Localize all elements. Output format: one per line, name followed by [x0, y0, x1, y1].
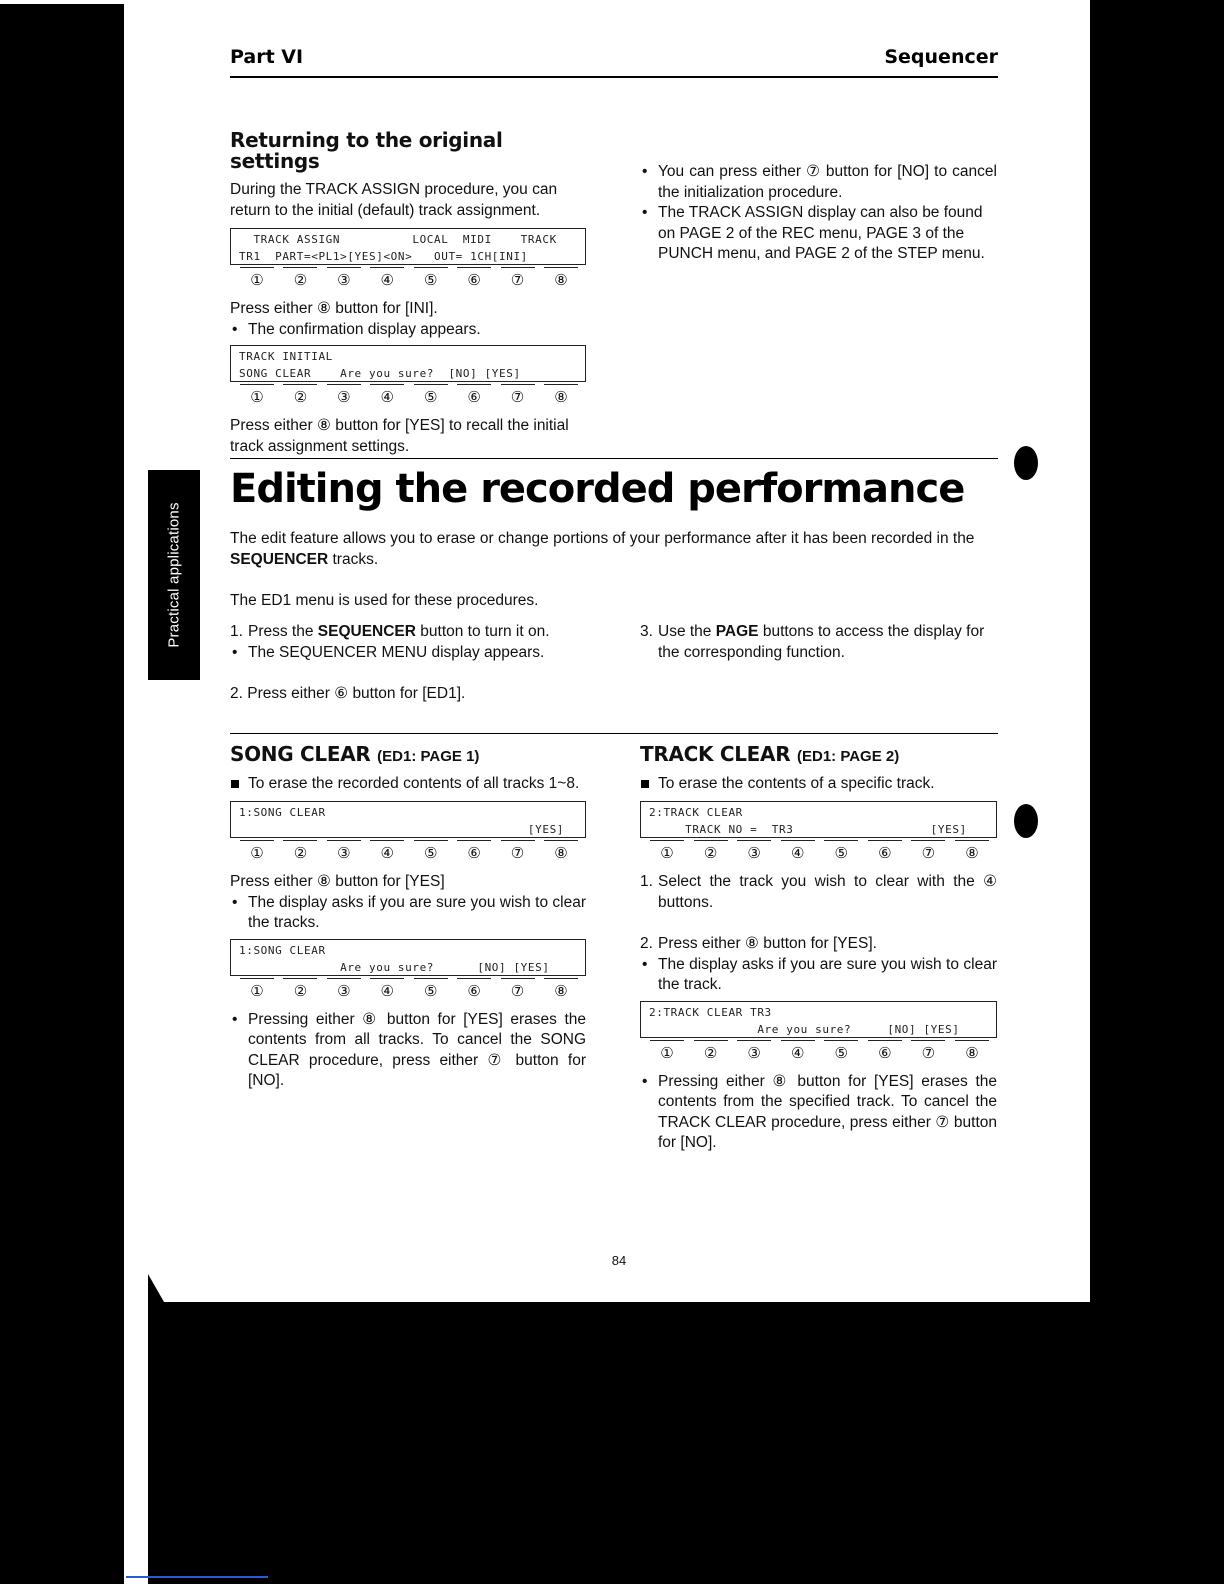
button-2-label: ②	[694, 838, 728, 863]
intro-text-b: tracks.	[328, 550, 379, 568]
button-row	[230, 976, 586, 1001]
returning-left-column	[230, 130, 586, 457]
button-7-label: ⑦	[501, 382, 535, 407]
step-number: 3.	[640, 623, 653, 640]
button-2-label: ②	[283, 382, 317, 407]
track-clear-asks: • The display asks if you are sure you wish to clear the track.	[640, 955, 997, 996]
editing-intro	[230, 529, 1000, 570]
button-6-label: ⑥	[457, 976, 491, 1001]
button-2-label: ②	[283, 265, 317, 290]
button-6-label: ⑥	[868, 838, 902, 863]
intro-text-a: The edit feature allows you to erase or change portions of your performance after it has been recorded in the	[230, 530, 975, 547]
button-6-label: ⑥	[868, 1038, 902, 1063]
editing-intro-block	[230, 529, 1000, 612]
lcd-line: TR1 PART=<PL1>[YES]<ON> OUT= 1CH[INI]	[239, 250, 528, 263]
lcd-line: 1:SONG CLEAR	[239, 943, 326, 957]
song-clear-asks: • The display asks if you are sure you wish to clear the tracks.	[230, 893, 586, 934]
editing-title: Editing the recorded performance	[230, 466, 965, 512]
song-clear-page: (ED1: PAGE 1)	[377, 748, 480, 765]
step-text-a: Press the	[248, 623, 318, 640]
editing-steps-left	[230, 622, 586, 705]
header-section: Sequencer	[884, 46, 998, 68]
lcd-line: 1:SONG CLEAR	[239, 806, 326, 819]
bullet-cancel-no: • You can press either ⑦ button for [NO] to cancel the initialization procedure.	[640, 162, 997, 203]
step-number: 2.	[640, 935, 653, 952]
track-clear-step-1	[640, 872, 997, 913]
section-rule-bottom	[230, 733, 998, 734]
press-yes: Press either ⑧ button for [YES] to recall the initial track assignment settings.	[230, 417, 569, 455]
returning-intro: During the TRACK ASSIGN procedure, you can return to the initial (default) track assignment.	[230, 181, 558, 219]
manual-page	[148, 0, 1090, 1302]
button-4-label: ④	[370, 976, 404, 1001]
lcd-line: SONG CLEAR Are you sure? [NO] [YES]	[239, 367, 521, 380]
button-1-label: ①	[240, 265, 274, 290]
button-4-label: ④	[370, 265, 404, 290]
step-number: 1.	[640, 873, 653, 890]
lcd-line: TRACK INITIAL	[239, 350, 333, 363]
button-row	[230, 382, 586, 407]
header-part: Part VI	[230, 46, 304, 68]
button-3-label: ③	[737, 1038, 771, 1063]
button-8-label: ⑧	[955, 1038, 989, 1063]
lcd-song-clear-confirm	[230, 939, 586, 976]
header-rule	[230, 76, 998, 78]
lcd-line: TRACK ASSIGN LOCAL MIDI TRACK	[239, 233, 557, 246]
track-clear-column	[640, 744, 997, 1154]
button-row	[640, 1038, 997, 1063]
button-8-label: ⑧	[544, 382, 578, 407]
button-row	[230, 265, 586, 290]
song-clear-purpose: To erase the recorded contents of all tracks 1~8.	[230, 774, 586, 795]
track-clear-heading	[640, 744, 997, 768]
button-6-label: ⑥	[457, 838, 491, 863]
returning-title: Returning to the original settings	[230, 128, 503, 173]
step-2: 2. Press either ⑥ button for [ED1].	[230, 685, 466, 702]
step-1-bullet: • The SEQUENCER MENU display appears.	[230, 643, 586, 664]
track-clear-title: TRACK CLEAR	[640, 742, 791, 766]
button-4-label: ④	[781, 1038, 815, 1063]
step-text: Select the track you wish to clear with the ④ buttons.	[658, 873, 997, 911]
lcd-track-clear-confirm	[640, 1001, 997, 1038]
button-5-label: ⑤	[414, 265, 448, 290]
ed1-menu: The ED1 menu is used for these procedures.	[230, 592, 539, 609]
button-3-label: ③	[327, 382, 361, 407]
button-2-label: ②	[283, 838, 317, 863]
side-tab	[148, 470, 200, 680]
button-4-label: ④	[370, 382, 404, 407]
button-8-label: ⑧	[544, 976, 578, 1001]
step-text: Press either ⑧ button for [YES].	[658, 935, 877, 952]
page-edge-left	[124, 0, 148, 1584]
track-clear-erase: • Pressing either ⑧ button for [YES] erases the contents from the specified track. To cancel the TRACK CLEAR procedure, press either ⑦ button for [NO].	[640, 1072, 997, 1154]
step-text-b: button to turn it on.	[415, 623, 550, 640]
intro-bold: SEQUENCER	[230, 550, 329, 568]
lcd-line: Are you sure? [NO] [YES]	[239, 960, 550, 974]
button-5-label: ⑤	[414, 838, 448, 863]
button-1-label: ①	[240, 382, 274, 407]
press-ini: Press either ⑧ button for [INI].	[230, 300, 438, 317]
lcd-track-initial	[230, 345, 586, 382]
song-clear-title: SONG CLEAR	[230, 742, 371, 766]
button-7-label: ⑦	[501, 265, 535, 290]
button-7-label: ⑦	[501, 976, 535, 1001]
song-clear-heading	[230, 744, 586, 768]
button-8-label: ⑧	[955, 838, 989, 863]
button-6-label: ⑥	[457, 382, 491, 407]
step-text-b: buttons to access the display for the corresponding function.	[658, 623, 985, 661]
side-tab-label: Practical applications	[165, 502, 183, 648]
button-4-label: ④	[781, 838, 815, 863]
button-7-label: ⑦	[911, 1038, 945, 1063]
step-number: 1.	[230, 623, 243, 640]
button-3-label: ③	[327, 976, 361, 1001]
button-5-label: ⑤	[824, 838, 858, 863]
button-5-label: ⑤	[414, 382, 448, 407]
footer-link-line	[126, 1576, 268, 1578]
button-1-label: ①	[650, 1038, 684, 1063]
step-1	[230, 622, 586, 643]
button-5-label: ⑤	[824, 1038, 858, 1063]
button-5-label: ⑤	[414, 976, 448, 1001]
song-clear-column	[230, 744, 586, 1092]
button-8-label: ⑧	[544, 265, 578, 290]
page-number: 84	[611, 1253, 627, 1268]
button-7-label: ⑦	[501, 838, 535, 863]
button-1-label: ①	[650, 838, 684, 863]
track-clear-purpose: To erase the contents of a specific track.	[640, 774, 997, 795]
button-4-label: ④	[370, 838, 404, 863]
lcd-line: TRACK NO = TR3 [YES]	[649, 823, 967, 836]
margin-dot	[1014, 804, 1038, 838]
button-6-label: ⑥	[457, 265, 491, 290]
button-3-label: ③	[737, 838, 771, 863]
section-rule-top	[230, 458, 998, 459]
button-3-label: ③	[327, 838, 361, 863]
lcd-track-clear	[640, 801, 997, 838]
track-clear-step-2	[640, 934, 997, 955]
confirm-appears: • The confirmation display appears.	[230, 320, 586, 341]
bullet-display-found: • The TRACK ASSIGN display can also be found on PAGE 2 of the REC menu, PAGE 3 of the PUNCH menu, and PAGE 2 of the STEP menu.	[640, 203, 997, 265]
button-row	[640, 838, 997, 863]
page-corner	[148, 1274, 164, 1302]
button-row	[230, 838, 586, 863]
lcd-track-assign	[230, 228, 586, 265]
button-1-label: ①	[240, 838, 274, 863]
lcd-line: Are you sure? [NO] [YES]	[649, 1022, 960, 1036]
step-3	[640, 622, 997, 663]
step-bold: PAGE	[715, 623, 759, 640]
step-bold: SEQUENCER	[317, 623, 416, 640]
button-3-label: ③	[327, 265, 361, 290]
song-clear-erase: • Pressing either ⑧ button for [YES] erases the contents from all tracks. To cancel the SONG CLEAR procedure, press either ⑦ button for [NO].	[230, 1010, 586, 1092]
track-clear-page: (ED1: PAGE 2)	[797, 748, 900, 765]
button-7-label: ⑦	[911, 838, 945, 863]
lcd-line: 2:TRACK CLEAR TR3	[649, 1005, 772, 1019]
song-clear-press: Press either ⑧ button for [YES]	[230, 873, 445, 890]
button-2-label: ②	[283, 976, 317, 1001]
lcd-line: [YES]	[239, 823, 565, 836]
margin-dot	[1014, 446, 1038, 480]
lcd-line: 2:TRACK CLEAR	[649, 806, 743, 819]
button-2-label: ②	[694, 1038, 728, 1063]
button-8-label: ⑧	[544, 838, 578, 863]
returning-right-column	[640, 162, 997, 265]
editing-steps-right	[640, 622, 997, 663]
button-1-label: ①	[240, 976, 274, 1001]
step-text-a: Use the	[658, 623, 716, 640]
lcd-song-clear	[230, 801, 586, 838]
